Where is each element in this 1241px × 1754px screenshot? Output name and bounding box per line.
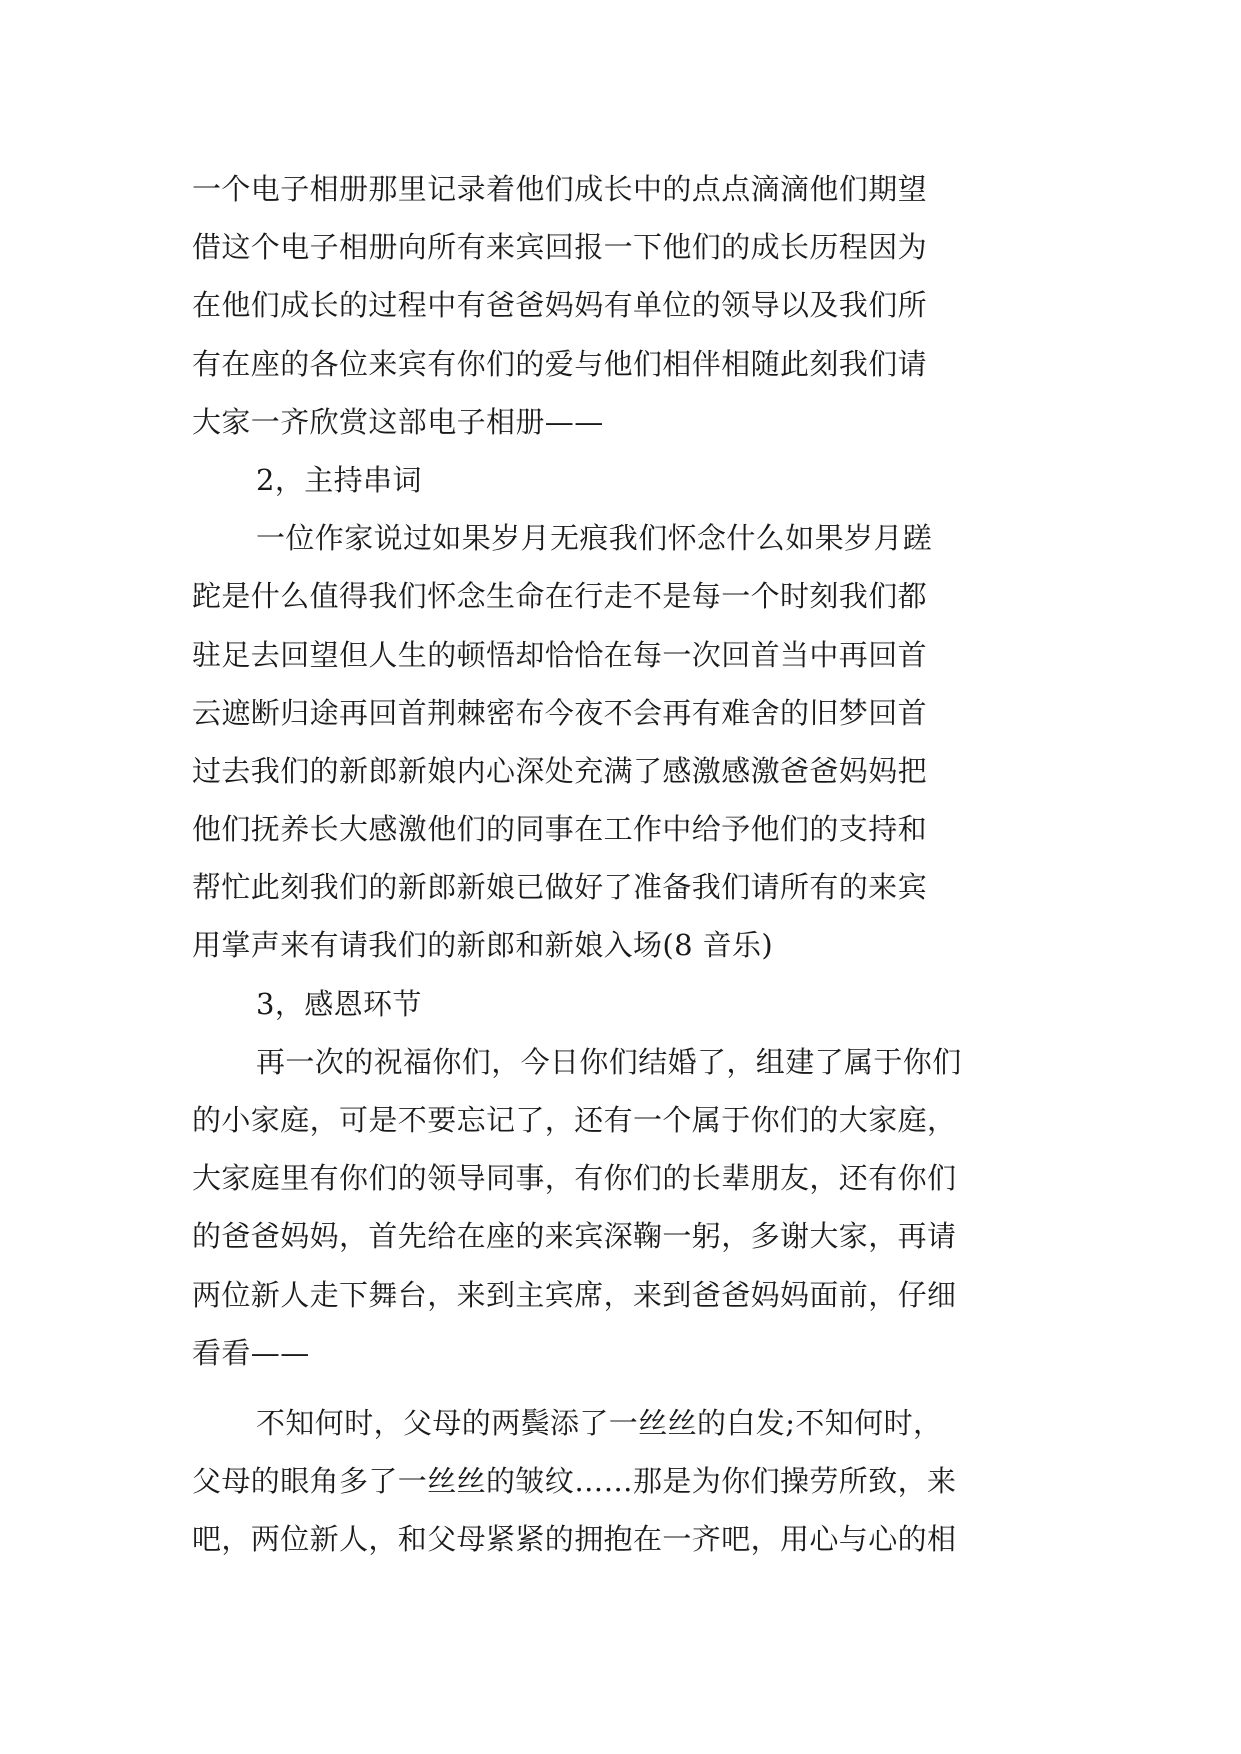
text-line: 父母的眼角多了一丝丝的皱纹……那是为你们操劳所致，来: [192, 1464, 957, 1499]
text-line: 看看——: [192, 1335, 310, 1370]
text-line: 不知何时，父母的两鬓添了一丝丝的白发;不知何时，: [256, 1405, 943, 1440]
text-line: 用掌声来有请我们的新郎和新娘入场(8 音乐): [192, 928, 774, 963]
text-line: 驻足去回望但人生的顿悟却恰恰在每一次回首当中再回首: [192, 637, 928, 672]
text-line: 借这个电子相册向所有来宾回报一下他们的成长历程因为: [192, 230, 928, 265]
text-line: 一位作家说过如果岁月无痕我们怀念什么如果岁月蹉: [256, 521, 933, 556]
text-line: 大家庭里有你们的领导同事，有你们的长辈朋友，还有你们: [192, 1161, 957, 1196]
text-line: 他们抚养长大感激他们的同事在工作中给予他们的支持和: [192, 812, 928, 847]
text-line: 过去我们的新郎新娘内心深处充满了感激感激爸爸妈妈把: [192, 753, 928, 788]
text-line: 帮忙此刻我们的新郎新娘已做好了准备我们请所有的来宾: [192, 870, 928, 905]
section-heading-gratitude: 3，感恩环节: [256, 986, 422, 1021]
text-line: 吧，两位新人，和父母紧紧的拥抱在一齐吧，用心与心的相: [192, 1522, 957, 1557]
paragraph-album: [192, 160, 1052, 451]
text-line: 一个电子相册那里记录着他们成长中的点点滴滴他们期望: [192, 172, 928, 206]
text-line: 在他们成长的过程中有爸爸妈妈有单位的领导以及我们所: [192, 288, 928, 323]
section-heading-host-script: 2，主持串词: [256, 462, 422, 497]
text-line: 跎是什么值得我们怀念生命在行走不是每一个时刻我们都: [192, 579, 928, 614]
text-line: 云遮断归途再回首荆棘密布今夜不会再有难舍的旧梦回首: [192, 695, 928, 730]
paragraph-gratitude: [192, 1033, 1052, 1382]
text-line: 大家一齐欣赏这部电子相册——: [192, 404, 604, 439]
document-body: [192, 160, 1052, 1569]
text-line: 的小家庭，可是不要忘记了，还有一个属于你们的大家庭，: [192, 1103, 957, 1137]
text-line: 有在座的各位来宾有你们的爱与他们相伴相随此刻我们请: [192, 346, 928, 381]
text-line: 两位新人走下舞台，来到主宾席，来到爸爸妈妈面前，仔细: [192, 1277, 957, 1312]
paragraph-host-script: [192, 509, 1052, 975]
paragraph-parents: [192, 1394, 1052, 1569]
text-line: 再一次的祝福你们，今日你们结婚了，组建了属于你们: [256, 1044, 962, 1079]
text-line: 的爸爸妈妈，首先给在座的来宾深鞠一躬，多谢大家，再请: [192, 1219, 957, 1254]
paragraph-spacer: [192, 1382, 1052, 1394]
